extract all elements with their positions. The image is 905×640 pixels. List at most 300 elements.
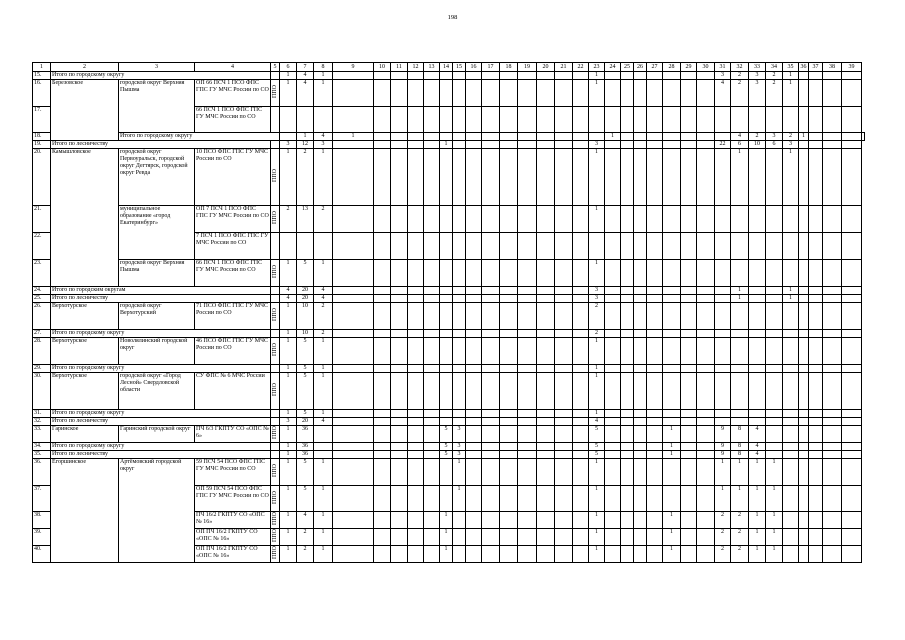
value-cell-col-33 [749, 373, 766, 410]
value-cell-col-12 [408, 443, 424, 451]
value-cell-col-29 [681, 426, 697, 443]
value-cell-col-37 [809, 410, 823, 418]
value-cell-col-35 [783, 107, 799, 133]
value-cell-col-25 [621, 149, 634, 206]
value-cell-col-31 [715, 206, 731, 233]
value-cell-col-34 [766, 287, 783, 295]
value-cell-col-10 [374, 80, 391, 107]
table-row [33, 373, 865, 410]
value-cell-col-7: 5 [297, 260, 314, 287]
value-cell-col-38 [823, 365, 842, 373]
value-cell-col-32 [731, 373, 749, 410]
column-number: 1 [33, 63, 51, 72]
column-number: 19 [518, 63, 537, 72]
value-cell-col-20 [537, 486, 555, 512]
value-cell-col-32 [731, 338, 749, 365]
value-cell-col-35: 1 [783, 72, 799, 80]
value-cell-col-19 [518, 338, 537, 365]
value-cell-col-16 [466, 486, 482, 512]
value-cell-col-16 [466, 373, 482, 410]
subtotal-label: Итого по лесничеству [51, 451, 271, 459]
value-cell-col-14 [440, 233, 453, 260]
value-cell-col-19 [518, 303, 537, 330]
value-cell-col-29 [681, 512, 697, 529]
value-cell-col-6: 3 [280, 418, 297, 426]
value-cell-col-11 [391, 338, 408, 365]
value-cell-col-18 [500, 365, 518, 373]
value-cell-col-35 [783, 451, 799, 459]
value-cell-col-17 [482, 418, 500, 426]
value-cell-col-29 [681, 459, 697, 486]
value-cell-col-19 [518, 451, 537, 459]
value-cell-col-24 [605, 295, 621, 303]
value-cell-col-15: 1 [453, 459, 466, 486]
value-cell-col-35 [783, 365, 799, 373]
value-cell-col-16 [466, 426, 482, 443]
value-cell-col-33 [749, 206, 766, 233]
subtotal-label: Итого по городскому округу [51, 330, 271, 338]
value-cell-col-32 [731, 365, 749, 373]
value-cell-col-36 [799, 546, 809, 563]
value-cell-col-11 [391, 546, 408, 563]
unit-type-label: ППО [272, 529, 278, 542]
value-cell-col-16 [466, 365, 482, 373]
subtotal-label: Итого по лесничеству [51, 295, 271, 303]
value-cell-col-24 [605, 206, 621, 233]
value-cell-col-34: 1 [766, 529, 783, 546]
value-cell-col-22 [573, 303, 589, 330]
value-cell-col-24 [621, 133, 634, 141]
value-cell-col-9 [333, 80, 374, 107]
value-cell-col-15: 3 [453, 443, 466, 451]
value-cell-col-32 [731, 107, 749, 133]
value-cell-col-20 [537, 303, 555, 330]
value-cell-col-37 [809, 443, 823, 451]
value-cell-col-14 [440, 295, 453, 303]
value-cell-col-8 [314, 233, 333, 260]
value-cell-col-17 [482, 546, 500, 563]
value-cell-col-37 [809, 418, 823, 426]
value-cell-col-9 [333, 486, 374, 512]
value-cell-col-13 [424, 512, 440, 529]
value-cell-col-26 [634, 410, 647, 418]
value-cell-col-21 [555, 529, 573, 546]
value-cell-col-17 [482, 233, 500, 260]
value-cell-col-28: 1 [663, 529, 681, 546]
value-cell-col-16 [466, 451, 482, 459]
subtotal-row [33, 365, 865, 373]
value-cell-col-16 [466, 206, 482, 233]
value-cell-col-16 [466, 529, 482, 546]
value-cell-col-30 [697, 233, 715, 260]
value-cell-col-27 [647, 107, 663, 133]
value-cell-col-33: 1 [749, 512, 766, 529]
value-cell-col-11 [391, 80, 408, 107]
value-cell-col-13 [424, 451, 440, 459]
column-number: 26 [634, 63, 647, 72]
value-cell-col-31 [715, 330, 731, 338]
value-cell-col-36 [799, 459, 809, 486]
value-cell-col-19 [537, 133, 555, 141]
value-cell-col-17 [482, 338, 500, 365]
value-cell-col-35 [783, 233, 799, 260]
value-cell-col-24 [605, 410, 621, 418]
value-cell-col-9 [333, 443, 374, 451]
value-cell-col-24 [605, 486, 621, 512]
value-cell-col-23 [589, 107, 605, 133]
column-number: 36 [800, 63, 807, 70]
value-cell-col-6: 1 [280, 260, 297, 287]
value-cell-col-24 [605, 529, 621, 546]
value-cell-col-38 [823, 233, 842, 260]
value-cell-col-7: 12 [297, 141, 314, 149]
value-cell-col-12 [408, 426, 424, 443]
value-cell-col-23: 1 [605, 133, 621, 141]
value-cell-col-39 [842, 426, 862, 443]
value-cell-col-10 [374, 443, 391, 451]
value-cell-col-39 [842, 365, 862, 373]
value-cell-col-23: 1 [589, 80, 605, 107]
table-row [33, 149, 865, 206]
value-cell-col-16 [466, 459, 482, 486]
value-cell-col-6: 1 [280, 426, 297, 443]
cell-col-5 [271, 141, 280, 149]
value-cell-col-21 [555, 295, 573, 303]
subtotal-label: Итого по лесничеству [51, 141, 271, 149]
value-cell-col-13 [424, 287, 440, 295]
value-cell-col-18 [500, 287, 518, 295]
value-cell-col-9 [333, 512, 374, 529]
value-cell-col-28 [663, 107, 681, 133]
value-cell-col-22 [573, 365, 589, 373]
value-cell-col-36 [799, 149, 809, 206]
value-cell-col-7: 4 [314, 133, 333, 141]
value-cell-col-8: 1 [333, 133, 374, 141]
value-cell-col-18 [500, 72, 518, 80]
fire-unit-name: ОП 59 ПСЧ 54 ПСО ФПС ГПС ГУ МЧС России по СО [195, 486, 271, 512]
value-cell-col-23: 1 [589, 529, 605, 546]
value-cell-col-29 [681, 206, 697, 233]
value-cell-col-31 [715, 295, 731, 303]
value-cell-col-21 [555, 418, 573, 426]
value-cell-col-17 [482, 410, 500, 418]
value-cell-col-29 [681, 295, 697, 303]
table-row [33, 459, 865, 486]
value-cell-col-11 [391, 373, 408, 410]
value-cell-col-17 [482, 141, 500, 149]
value-cell-col-31 [715, 287, 731, 295]
value-cell-col-38 [823, 338, 842, 365]
value-cell-col-23: 3 [589, 295, 605, 303]
value-cell-col-21 [555, 451, 573, 459]
value-cell-col-15 [453, 303, 466, 330]
value-cell-col-25 [621, 418, 634, 426]
value-cell-col-10 [374, 451, 391, 459]
value-cell-col-24 [605, 80, 621, 107]
value-cell-col-19 [518, 149, 537, 206]
value-cell-col-20 [537, 426, 555, 443]
value-cell-col-39 [842, 330, 862, 338]
value-cell-col-36 [799, 72, 809, 80]
value-cell-col-20 [537, 80, 555, 107]
municipality-name: городской округ Верхняя Пышма [119, 260, 195, 287]
value-cell-col-38 [823, 72, 842, 80]
value-cell-col-20 [537, 338, 555, 365]
value-cell-col-25 [621, 303, 634, 330]
value-cell-col-8: 1 [314, 260, 333, 287]
cell-col-5 [271, 72, 280, 80]
value-cell-col-14 [453, 133, 466, 141]
value-cell-col-8 [314, 107, 333, 133]
unit-type-label: ППО [272, 265, 278, 278]
value-cell-col-19 [518, 546, 537, 563]
value-cell-col-15 [453, 287, 466, 295]
value-cell-col-7: 20 [297, 295, 314, 303]
value-cell-col-23: 2 [589, 303, 605, 330]
subtotal-row [33, 287, 865, 295]
value-cell-col-25 [621, 410, 634, 418]
unit-type-label: ППО [272, 512, 278, 525]
value-cell-col-13 [424, 80, 440, 107]
value-cell-col-16 [466, 80, 482, 107]
unit-type [271, 149, 280, 206]
value-cell-col-37 [809, 287, 823, 295]
value-cell-col-10 [374, 529, 391, 546]
value-cell-col-17 [482, 72, 500, 80]
value-cell-col-15 [453, 418, 466, 426]
value-cell-col-18 [500, 107, 518, 133]
value-cell-col-16 [466, 512, 482, 529]
value-cell-col-29 [681, 443, 697, 451]
value-cell-col-8 [314, 426, 333, 443]
value-cell-col-35 [783, 546, 799, 563]
value-cell-col-19 [518, 233, 537, 260]
value-cell-col-13 [424, 303, 440, 330]
value-cell-col-24 [605, 260, 621, 287]
value-cell-col-26 [634, 365, 647, 373]
value-cell-col-19 [518, 260, 537, 287]
value-cell-col-17 [482, 373, 500, 410]
value-cell-col-27 [647, 418, 663, 426]
value-cell-col-15 [453, 80, 466, 107]
municipality-name: городской округ Верхотурский [119, 303, 195, 330]
value-cell-col-34: 1 [766, 512, 783, 529]
value-cell-col-34 [766, 365, 783, 373]
value-cell-col-29 [681, 365, 697, 373]
value-cell-col-20 [537, 365, 555, 373]
value-cell-col-18 [500, 426, 518, 443]
value-cell-col-35 [783, 512, 799, 529]
value-cell-col-27 [647, 141, 663, 149]
value-cell-col-27 [647, 410, 663, 418]
value-cell-col-7: 4 [297, 80, 314, 107]
value-cell-col-38 [823, 330, 842, 338]
value-cell-col-32: 1 [731, 149, 749, 206]
value-cell-col-10 [374, 107, 391, 133]
forestry-name: Егоршинское [51, 459, 119, 563]
value-cell-col-7: 5 [297, 486, 314, 512]
value-cell-col-20 [537, 330, 555, 338]
value-cell-col-27 [647, 486, 663, 512]
value-cell-col-10 [374, 418, 391, 426]
column-number: 5 [271, 63, 280, 72]
value-cell-col-24 [605, 287, 621, 295]
value-cell-col-15 [453, 546, 466, 563]
row-number: 37. [33, 486, 51, 512]
value-cell-col-34: 1 [766, 486, 783, 512]
column-number: 23 [589, 63, 605, 72]
unit-type [271, 107, 280, 133]
value-cell-col-25 [621, 206, 634, 233]
value-cell-col-8: 2 [314, 303, 333, 330]
value-cell-col-25 [621, 260, 634, 287]
value-cell-col-30 [697, 426, 715, 443]
value-cell-col-21 [555, 233, 573, 260]
value-cell-col-18 [500, 451, 518, 459]
column-number: 22 [573, 63, 589, 72]
value-cell-col-32 [731, 330, 749, 338]
value-cell-col-33: 1 [749, 529, 766, 546]
value-cell-col-19 [518, 459, 537, 486]
value-cell-col-18 [500, 529, 518, 546]
value-cell-col-11 [391, 410, 408, 418]
value-cell-col-26 [634, 459, 647, 486]
value-cell-col-33: 4 [749, 426, 766, 443]
value-cell-col-10 [374, 260, 391, 287]
value-cell-col-10 [374, 546, 391, 563]
value-cell-col-6: 4 [280, 295, 297, 303]
value-cell-col-23: 1 [589, 373, 605, 410]
value-cell-col-9 [333, 459, 374, 486]
value-cell-col-37 [809, 512, 823, 529]
value-cell-col-33: 1 [749, 546, 766, 563]
value-cell-col-25 [621, 451, 634, 459]
value-cell-col-16 [466, 338, 482, 365]
value-cell-col-37 [823, 133, 842, 141]
unit-type [271, 546, 280, 563]
value-cell-col-15 [453, 373, 466, 410]
value-cell-col-38 [823, 546, 842, 563]
value-cell-col-26 [634, 141, 647, 149]
value-cell-col-22 [573, 72, 589, 80]
value-cell-col-37 [809, 72, 823, 80]
column-number: 34 [766, 63, 783, 72]
value-cell-col-22 [573, 373, 589, 410]
value-cell-col-9 [333, 72, 374, 80]
value-cell-col-27 [647, 338, 663, 365]
value-cell-col-22 [573, 141, 589, 149]
value-cell-col-20 [537, 418, 555, 426]
value-cell-col-12 [408, 80, 424, 107]
value-cell-col-10 [374, 149, 391, 206]
unit-type-label: ППО [272, 546, 278, 559]
value-cell-col-33 [749, 330, 766, 338]
value-cell-col-21 [555, 373, 573, 410]
forestry-name: Верхотурское [51, 373, 119, 410]
value-cell-col-28: 1 [663, 451, 681, 459]
value-cell-col-10 [374, 338, 391, 365]
value-cell-col-21 [555, 107, 573, 133]
value-cell-col-24 [605, 373, 621, 410]
value-cell-col-16 [466, 546, 482, 563]
value-cell-col-23: 4 [589, 418, 605, 426]
value-cell-col-17 [482, 426, 500, 443]
value-cell-col-6: 1 [280, 443, 297, 451]
value-cell-col-26 [634, 512, 647, 529]
value-cell-col-17 [482, 451, 500, 459]
value-cell-col-13 [424, 443, 440, 451]
value-cell-col-10 [374, 486, 391, 512]
value-cell-col-27 [647, 206, 663, 233]
unit-type-label: ППО [272, 426, 278, 439]
value-cell-col-28 [663, 365, 681, 373]
value-cell-col-21 [555, 546, 573, 563]
value-cell-col-28 [663, 295, 681, 303]
value-cell-col-39 [842, 512, 862, 529]
value-cell-col-37 [809, 486, 823, 512]
column-number: 3 [119, 63, 195, 72]
value-cell-col-38 [823, 149, 842, 206]
value-cell-col-29 [681, 287, 697, 295]
value-cell-col-39 [842, 373, 862, 410]
value-cell-col-21 [555, 512, 573, 529]
forestry-name: Верхотурское [51, 303, 119, 330]
value-cell-col-29 [681, 330, 697, 338]
value-cell-col-8: 1 [314, 486, 333, 512]
value-cell-col-15 [453, 260, 466, 287]
value-cell-col-11 [391, 418, 408, 426]
value-cell-col-28 [663, 206, 681, 233]
column-number: 25 [621, 63, 634, 72]
column-number: 13 [424, 63, 440, 72]
value-cell-col-36 [799, 107, 809, 133]
value-cell-col-18 [500, 459, 518, 486]
value-cell-col-14 [440, 486, 453, 512]
value-cell-col-37 [809, 330, 823, 338]
value-cell-col-12 [408, 373, 424, 410]
value-cell-col-10 [374, 426, 391, 443]
municipality-name: Гаринский городской округ [119, 426, 195, 443]
value-cell-col-35: 1 [783, 80, 799, 107]
value-cell-col-14: 1 [440, 512, 453, 529]
value-cell-col-13 [424, 107, 440, 133]
value-cell-col-10 [374, 365, 391, 373]
value-cell-col-27 [647, 295, 663, 303]
value-cell-col-37 [809, 107, 823, 133]
value-cell-col-19 [518, 141, 537, 149]
value-cell-col-14 [440, 260, 453, 287]
value-cell-col-29 [681, 149, 697, 206]
row-number: 22. [33, 233, 51, 260]
value-cell-col-33 [749, 338, 766, 365]
value-cell-col-36 [799, 330, 809, 338]
value-cell-col-25 [621, 295, 634, 303]
column-number: 11 [391, 63, 408, 72]
value-cell-col-27 [647, 459, 663, 486]
value-cell-col-27 [647, 149, 663, 206]
value-cell-col-27 [647, 529, 663, 546]
value-cell-col-8: 2 [314, 330, 333, 338]
value-cell-col-24 [605, 107, 621, 133]
value-cell-col-20 [537, 233, 555, 260]
unit-type [271, 303, 280, 330]
row-number: 35. [33, 451, 51, 459]
value-cell-col-15 [453, 72, 466, 80]
forestry-name: Камышловское [51, 149, 119, 287]
column-number: 9 [333, 63, 374, 72]
value-cell-col-27 [647, 72, 663, 80]
value-cell-col-16 [466, 149, 482, 206]
